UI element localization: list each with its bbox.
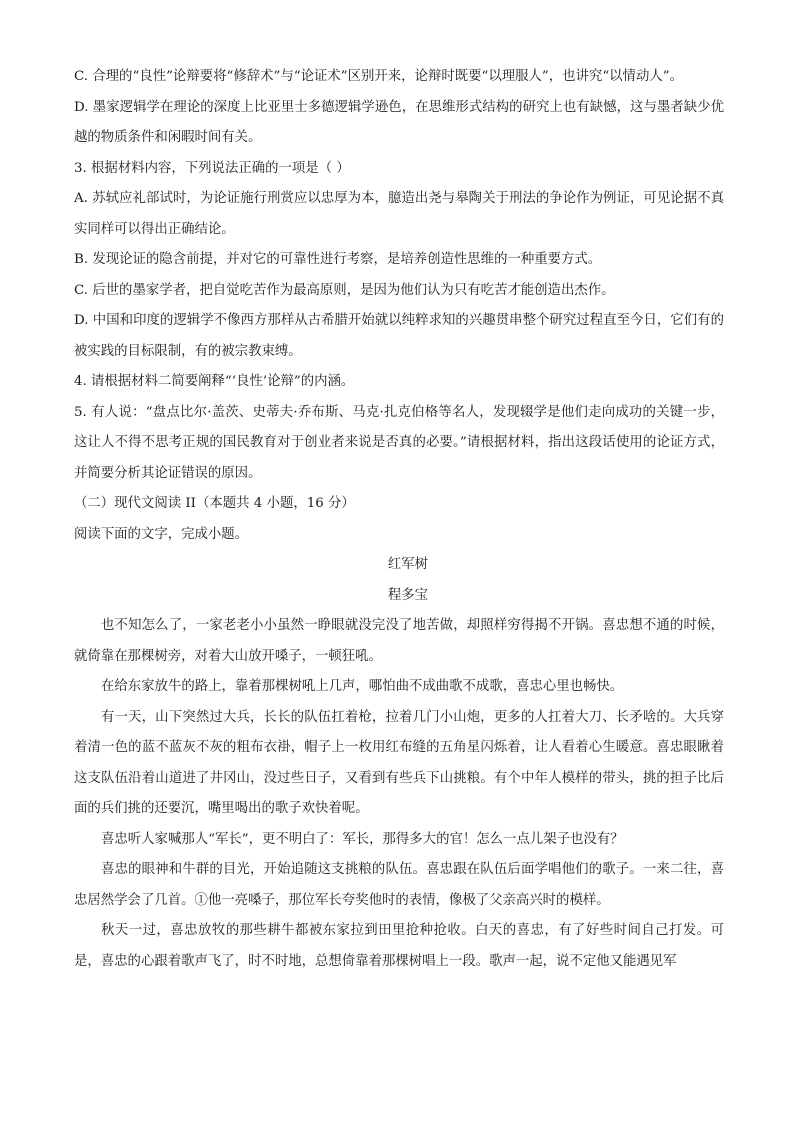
story-paragraph: 在给东家放牛的路上，靠着那棵树吼上几声，哪怕曲不成曲歌不成歌，喜忠心里也畅快。	[101, 679, 624, 694]
question-3-option-d: D. 中国和印度的逻辑学不像西方那样从古希腊开始就以纯粹求知的兴趣贯串整个研究过程直至今日，它们有的被实践的目标限制，有的被宗教束缚。	[74, 313, 724, 359]
question-5: 5. 有人说：“盘点比尔·盖茨、史蒂夫·乔布斯、马克·扎克伯格等名人，发现辍学是他们走向成功的关键一步，这让人不得不思考正规的国民教育对于创业者来说是否真的必要。”请根据材料，指出这段话使用的论证方式，并简要分析其论证错误的原因。	[74, 404, 724, 481]
question-3-option-c: C. 后世的墨家学者，把自觉吃苦作为最高原则，是因为他们认为只有吃苦才能创造出杰作。	[74, 282, 615, 298]
story-paragraph: 秋天一过，喜忠放牧的那些耕牛都被东家拉到田里抢种抢收。白天的喜忠，有了好些时间自己打发。可是，喜忠的心跟着歌声飞了，时不时地，总想倚靠着那棵树唱上一段。歌声一起，说不定他又能遇见军	[74, 923, 724, 969]
question-4: 4. 请根据材料二简要阐释“‘良性’论辩”的内涵。	[74, 374, 355, 389]
story-paragraph: 喜忠的眼神和牛群的目光，开始追随这支挑粮的队伍。喜忠跟在队伍后面学唱他们的歌子。一来二往，喜忠居然学会了几首。①他一亮嗓子，那位军长夸奖他时的表情，像极了父亲高兴时的模样。	[74, 862, 724, 908]
document-page	[74, 62, 724, 977]
section-instruction: 阅读下面的文字，完成小题。	[74, 526, 249, 542]
story-title: 红军树	[387, 557, 429, 572]
question-2-option-d: D. 墨家逻辑学在理论的深度上比亚里士多德逻辑学逊色，在思维形式结构的研究上也有缺憾，这与墨者缺少优越的物质条件和闲暇时间有关。	[74, 99, 724, 145]
story-paragraph: 喜忠听人家喊那人“军长”，更不明白了：军长，那得多大的官！怎么一点儿架子也没有？	[101, 831, 624, 847]
section-heading: （二）现代文阅读 II（本题共 4 小题，16 分）	[74, 496, 355, 511]
question-3-option-a: A. 苏轼应礼部试时，为论证施行刑赏应以忠厚为本，臆造出尧与皋陶关于刑法的争论作为例证，可见论据不真实同样可以得出正确结论。	[74, 191, 724, 237]
story-author: 程多宝	[387, 587, 429, 603]
story-paragraph: 有一天，山下突然过大兵，长长的队伍扛着枪，拉着几门小山炮，更多的人扛着大刀、长矛啥的。大兵穿着清一色的蓝不蓝灰不灰的粗布衣褂，帽子上一枚用红布缝的五角星闪烁着，让人看着心生暖意。喜忠眼瞅着这支队伍沿着山道进了井冈山，没过些日子，又看到有些兵下山挑粮。有个中年人模样的带头，挑的担子比后面的兵们挑的还要沉，嘴里喝出的歌子欢快着呢。	[74, 709, 724, 816]
question-3-stem: 3. 根据材料内容，下列说法正确的一项是（ ）	[74, 160, 350, 176]
question-2-option-c: C. 合理的“良性”论辩要将“修辞术”与“论证术”区别开来，论辩时既要“以理服人”，也讲究“以情动人”。	[74, 69, 683, 84]
question-3-option-b: B. 发现论证的隐含前提，并对它的可靠性进行考察，是培养创造性思维的一种重要方式。	[74, 252, 602, 267]
story-paragraph: 也不知怎么了，一家老老小小虽然一睁眼就没完没了地苦做，却照样穷得揭不开锅。喜忠想不通的时候，就倚靠在那棵树旁，对着大山放开嗓子，一顿狂吼。	[74, 618, 724, 664]
